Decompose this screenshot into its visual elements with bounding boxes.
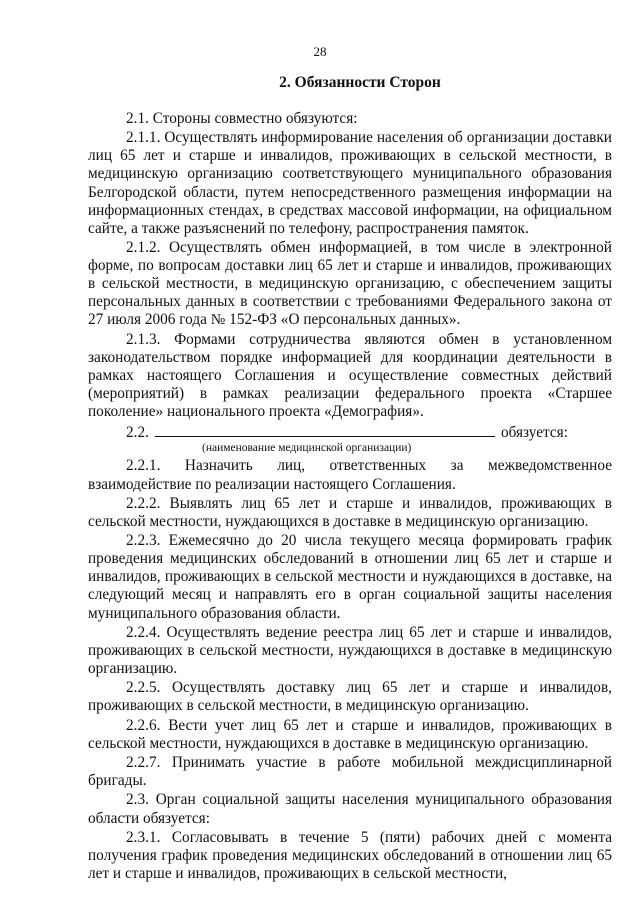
paragraph-2-1-3: 2.1.3. Формами сотрудничества являются обмен в установленном законодательством порядке информацией для координации деятельности в рамках настоящего Соглашения и осуществление совместных действий (мероприятий) в рамках реализации федерального проекта «Старшее поколение» национального проекта «Демография». (88, 330, 612, 421)
section-heading: 2. Обязанности Сторон (279, 74, 441, 91)
paragraph-2-2-5: 2.2.5. Осуществлять доставку лиц 65 лет и старше и инвалидов, проживающих в сельской местности, в медицинскую организацию. (88, 679, 612, 715)
paragraph-2-3-1: 2.3.1. Согласовывать в течение 5 (пяти) рабочих дней с момента получения график проведения медицинских обследований в отношении лиц 65 лет и старше и инвалидов, проживающих в сельской местности, (88, 828, 612, 882)
paragraph-2-2-number: 2.2. (126, 424, 149, 442)
paragraph-2-2-1: 2.2.1. Назначить лиц, ответственных за межведомственное взаимодействие по реализации настоящего Соглашения. (88, 457, 612, 493)
page-number: 28 (313, 44, 327, 59)
organization-name-blank (155, 422, 495, 437)
document-body (88, 110, 612, 884)
paragraph-2-3: 2.3. Орган социальной защиты населения муниципального образования области обязуется: (88, 791, 612, 827)
paragraph-2-1-2: 2.1.2. Осуществлять обмен информацией, в том числе в электронной форме, по вопросам доставки лиц 65 лет и старше и инвалидов, проживающих в сельской местности, в медицинскую организацию, с обеспечением защиты персональных данных в соответствии с требованиями Федерального закона от 27 июля 2006 года № 152-ФЗ «О персональных данных». (88, 239, 612, 329)
paragraph-2-2-4: 2.2.4. Осуществлять ведение реестра лиц 65 лет и старше и инвалидов, проживающих в сельской местности, нуждающихся в доставке в медицинскую организацию. (88, 623, 612, 678)
paragraph-2-2-3: 2.2.3. Ежемесячно до 20 числа текущего месяца формировать график проведения медицинских обследований в отношении лиц 65 лет и старше и инвалидов, проживающих в сельской местности и нуждающихся в доставке, на следующий месяц и направлять его в орган социальной защиты населения муниципального образования области. (88, 532, 612, 622)
paragraph-2-2-7: 2.2.7. Принимать участие в работе мобильной междисциплинарной бригады. (88, 754, 612, 790)
paragraph-2-2-tail: обязуется: (500, 424, 568, 442)
paragraph-2-1-1: 2.1.1. Осуществлять информирование населения об организации доставки лиц 65 лет и старше и инвалидов, проживающих в сельской местности, в медицинскую организацию соответствующего муниципального образования Белгородской области, путем непосредственного размещения информации на информационных стендах, в средствах массовой информации, на официальном сайте, а также разъяснений по телефону, распространения памяток. (88, 129, 612, 237)
paragraph-2-2-2: 2.2.2. Выявлять лиц 65 лет и старше и инвалидов, проживающих в сельской местности, нуждающихся в доставке в медицинскую организацию. (88, 494, 612, 530)
paragraph-2-2-6: 2.2.6. Вести учет лиц 65 лет и старше и инвалидов, проживающих в сельской местности, нуждающихся в доставке в медицинскую организацию. (88, 716, 612, 752)
organization-blank-row (126, 422, 612, 442)
paragraph-2-1: 2.1. Стороны совместно обязуются: (126, 110, 358, 127)
organization-caption: (наименование медицинской организации) (202, 442, 412, 455)
